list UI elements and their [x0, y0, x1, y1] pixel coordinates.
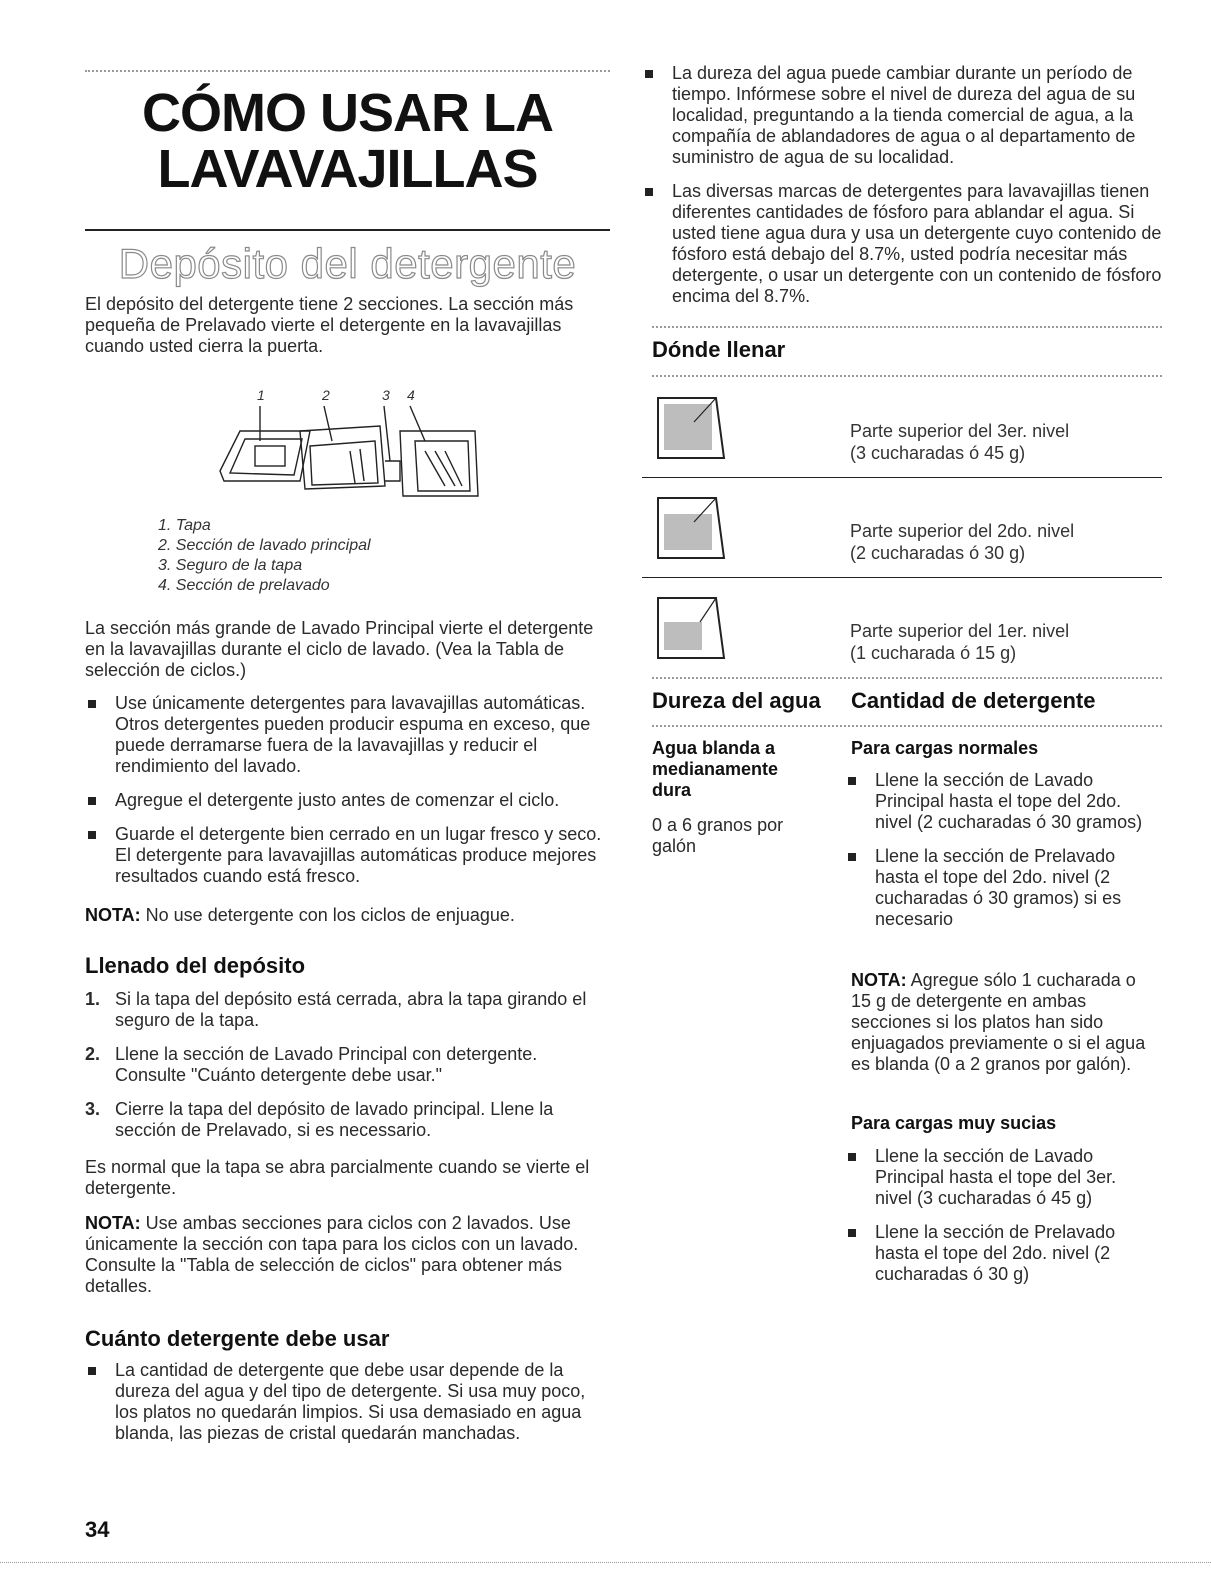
step-number: 1.	[85, 989, 101, 1009]
cantidad-heading: Cantidad de detergente	[851, 688, 1096, 713]
list-item	[642, 181, 1164, 307]
normal-loads-list	[845, 770, 1155, 943]
heavy-loads-list	[845, 1146, 1155, 1298]
bullet-icon	[645, 70, 653, 78]
fill-level-line1: Parte superior del 1er. nivel	[850, 621, 1070, 641]
list-item-text: La cantidad de detergente que debe usar depende de la dureza del agua y del tipo de detergente. Si usa muy poco, los platos no quedarán limpios. Si usa demasiado en agua blanda, las piezas de cristal quedarán manchadas.	[115, 1360, 586, 1443]
bullet-icon	[848, 853, 856, 861]
figure-number-3: 3	[382, 387, 390, 403]
fill-level-line2: (3 cucharadas ó 45 g)	[850, 443, 1026, 463]
list-item-text: Llene la sección de Prelavado hasta el tope del 2do. nivel (2 cucharadas ó 30 gramos) si es necesario	[875, 846, 1122, 929]
nota-prerinse	[851, 970, 1156, 1075]
step-text: Si la tapa del depósito está cerrada, abra la tapa girando el seguro de la tapa.	[115, 989, 587, 1030]
caption-seguro: 3. Seguro de la tapa	[158, 557, 303, 574]
dispenser-illustration	[210, 401, 490, 505]
normal-loads-heading: Para cargas normales	[851, 738, 1039, 758]
step-item	[85, 989, 607, 1031]
top-rule-left	[85, 70, 610, 72]
list-item	[85, 790, 607, 811]
caption-lavado-principal: 2. Sección de lavado principal	[158, 537, 371, 554]
figure-number-1: 1	[257, 387, 265, 403]
step-item	[85, 1044, 607, 1086]
list-item	[845, 1146, 1155, 1209]
llenado-heading: Llenado del depósito	[85, 953, 306, 978]
bottom-rule	[0, 1562, 1211, 1563]
bullet-icon	[848, 1153, 856, 1161]
caption-tapa: 1. Tapa	[158, 517, 211, 534]
nota-label: NOTA:	[85, 1213, 141, 1233]
nota-text: Agregue sólo 1 cucharada o 15 g de detergente en ambas secciones si los platos han sido enjuagados previamente o si el agua es blanda (0 a 2 granos por galón).	[851, 970, 1146, 1074]
title-line-2: LAVAVAJILLAS	[157, 139, 538, 199]
rule-table-top	[652, 677, 1162, 679]
nota-rinse	[85, 905, 605, 926]
list-item	[85, 1360, 607, 1444]
list-item-text: Guarde el detergente bien cerrado en un lugar fresco y seco. El detergente para lavavajillas automáticas produce mejores resultados cuando está fresco.	[115, 824, 602, 886]
list-item	[85, 693, 607, 777]
page-number: 34	[85, 1517, 110, 1542]
section-title: Depósito del detergente	[118, 240, 577, 287]
fill-level-text	[850, 420, 1069, 464]
donde-heading: Dónde llenar	[652, 337, 786, 362]
list-item-text: Llene la sección de Prelavado hasta el tope del 2do. nivel (2 cucharadas ó 30 g)	[875, 1222, 1116, 1284]
fill-row-2	[652, 490, 1164, 578]
list-item-text: Llene la sección de Lavado Principal hasta el tope del 3er. nivel (3 cucharadas ó 45 g)	[875, 1146, 1117, 1208]
fill-level-line2: (1 cucharada ó 15 g)	[850, 643, 1017, 663]
water-hardness-list	[642, 63, 1164, 320]
cuanto-list	[85, 1360, 607, 1457]
bullet-icon	[848, 777, 856, 785]
bullet-icon	[88, 831, 96, 839]
step-text: Llene la sección de Lavado Principal con detergente. Consulte "Cuánto detergente debe usar."	[115, 1044, 538, 1085]
intro-paragraph: El depósito del detergente tiene 2 secciones. La sección más pequeña de Prelavado vierte el detergente en la lavavajillas cuando usted cierra la puerta.	[85, 294, 574, 356]
figure-number-2: 2	[322, 387, 330, 403]
list-item	[845, 846, 1155, 930]
list-item	[642, 63, 1164, 168]
rule-donde-top	[652, 326, 1162, 328]
figure-number-4: 4	[407, 387, 415, 403]
rule-donde-bottom	[652, 375, 1162, 377]
title-line-1: CÓMO USAR LA	[142, 83, 553, 143]
list-item	[85, 824, 607, 887]
rule-table-header	[652, 725, 1162, 727]
page-title	[85, 85, 610, 197]
main-paragraph: La sección más grande de Lavado Principal vierte el detergente en la lavavajillas durante el ciclo de lavado. (Vea la Tabla de selección de ciclos.)	[85, 618, 594, 680]
fill-level-text	[850, 620, 1069, 664]
list-item-text: Las diversas marcas de detergentes para lavavajillas tienen diferentes cantidades de fósforo para ablandar el agua. Si usted tiene agua dura y usa un detergente cuyo contenido de fósforo está debajo del 8.7%, usted podría necesitar más detergente, o usar un detergente con un contenido de fósforo encima del 8.7%.	[672, 181, 1162, 306]
list-item-text: Agregue el detergente justo antes de comenzar el ciclo.	[115, 790, 560, 810]
list-item	[845, 770, 1155, 833]
step-number: 3.	[85, 1099, 101, 1119]
step-item	[85, 1099, 607, 1141]
bullet-icon	[645, 188, 653, 196]
bullet-icon	[88, 797, 96, 805]
heavy-loads-heading: Para cargas muy sucias	[851, 1113, 1057, 1133]
cup-level-2-icon	[654, 492, 728, 562]
water-type-label: Agua blanda a medianamente dura	[652, 738, 779, 800]
list-item-text: Use únicamente detergentes para lavavajillas automáticas. Otros detergentes pueden producir espuma en exceso, que puede derramarse fuera de la lavavajillas y reducir el rendimiento del lavado.	[115, 693, 591, 776]
step-number: 2.	[85, 1044, 101, 1064]
list-item-text: Llene la sección de Lavado Principal hasta el tope del 2do. nivel (2 cucharadas ó 30 gramos)	[875, 770, 1143, 832]
caption-prelavado: 4. Sección de prelavado	[158, 577, 330, 594]
bullet-icon	[88, 1367, 96, 1375]
normal-paragraph: Es normal que la tapa se abra parcialmente cuando se vierte el detergente.	[85, 1157, 590, 1198]
dispenser-figure	[210, 385, 490, 505]
fill-row-divider	[642, 577, 1162, 578]
water-range-text: 0 a 6 granos por galón	[652, 815, 784, 856]
cuanto-heading: Cuánto detergente debe usar	[85, 1326, 390, 1351]
title-rule	[85, 229, 610, 231]
figure-captions	[158, 516, 458, 596]
bullet-icon	[88, 700, 96, 708]
nota-two-washes	[85, 1213, 605, 1297]
nota-text: No use detergente con los ciclos de enjuague.	[140, 905, 515, 925]
fill-row-divider	[642, 477, 1162, 478]
nota-label: NOTA:	[851, 970, 907, 990]
cup-level-3-icon	[654, 392, 728, 462]
step-text: Cierre la tapa del depósito de lavado principal. Llene la sección de Prelavado, si es necessario.	[115, 1099, 554, 1140]
fill-row-1	[652, 590, 1164, 678]
dureza-heading: Dureza del agua	[652, 688, 821, 713]
cup-level-1-icon	[654, 592, 728, 662]
detergent-tips-list	[85, 693, 607, 900]
fill-row-3	[652, 390, 1164, 478]
nota-label: NOTA:	[85, 905, 141, 925]
fill-level-line2: (2 cucharadas ó 30 g)	[850, 543, 1026, 563]
fill-level-line1: Parte superior del 2do. nivel	[850, 521, 1075, 541]
nota-text: Use ambas secciones para ciclos con 2 lavados. Use únicamente la sección con tapa para los ciclos con un lavado. Consulte la "Tabla de selección de ciclos" para obtener más detalles.	[85, 1213, 579, 1296]
fill-level-text	[850, 520, 1074, 564]
bullet-icon	[848, 1229, 856, 1237]
filling-steps	[85, 989, 607, 1154]
fill-level-line1: Parte superior del 3er. nivel	[850, 421, 1070, 441]
list-item	[845, 1222, 1155, 1285]
list-item-text: La dureza del agua puede cambiar durante un período de tiempo. Infórmese sobre el nivel de dureza del agua de su localidad, preguntando a la tienda comercial de agua, a la compañía de ablandadores de agua o al departamento de suministro de agua de su localidad.	[672, 63, 1136, 167]
